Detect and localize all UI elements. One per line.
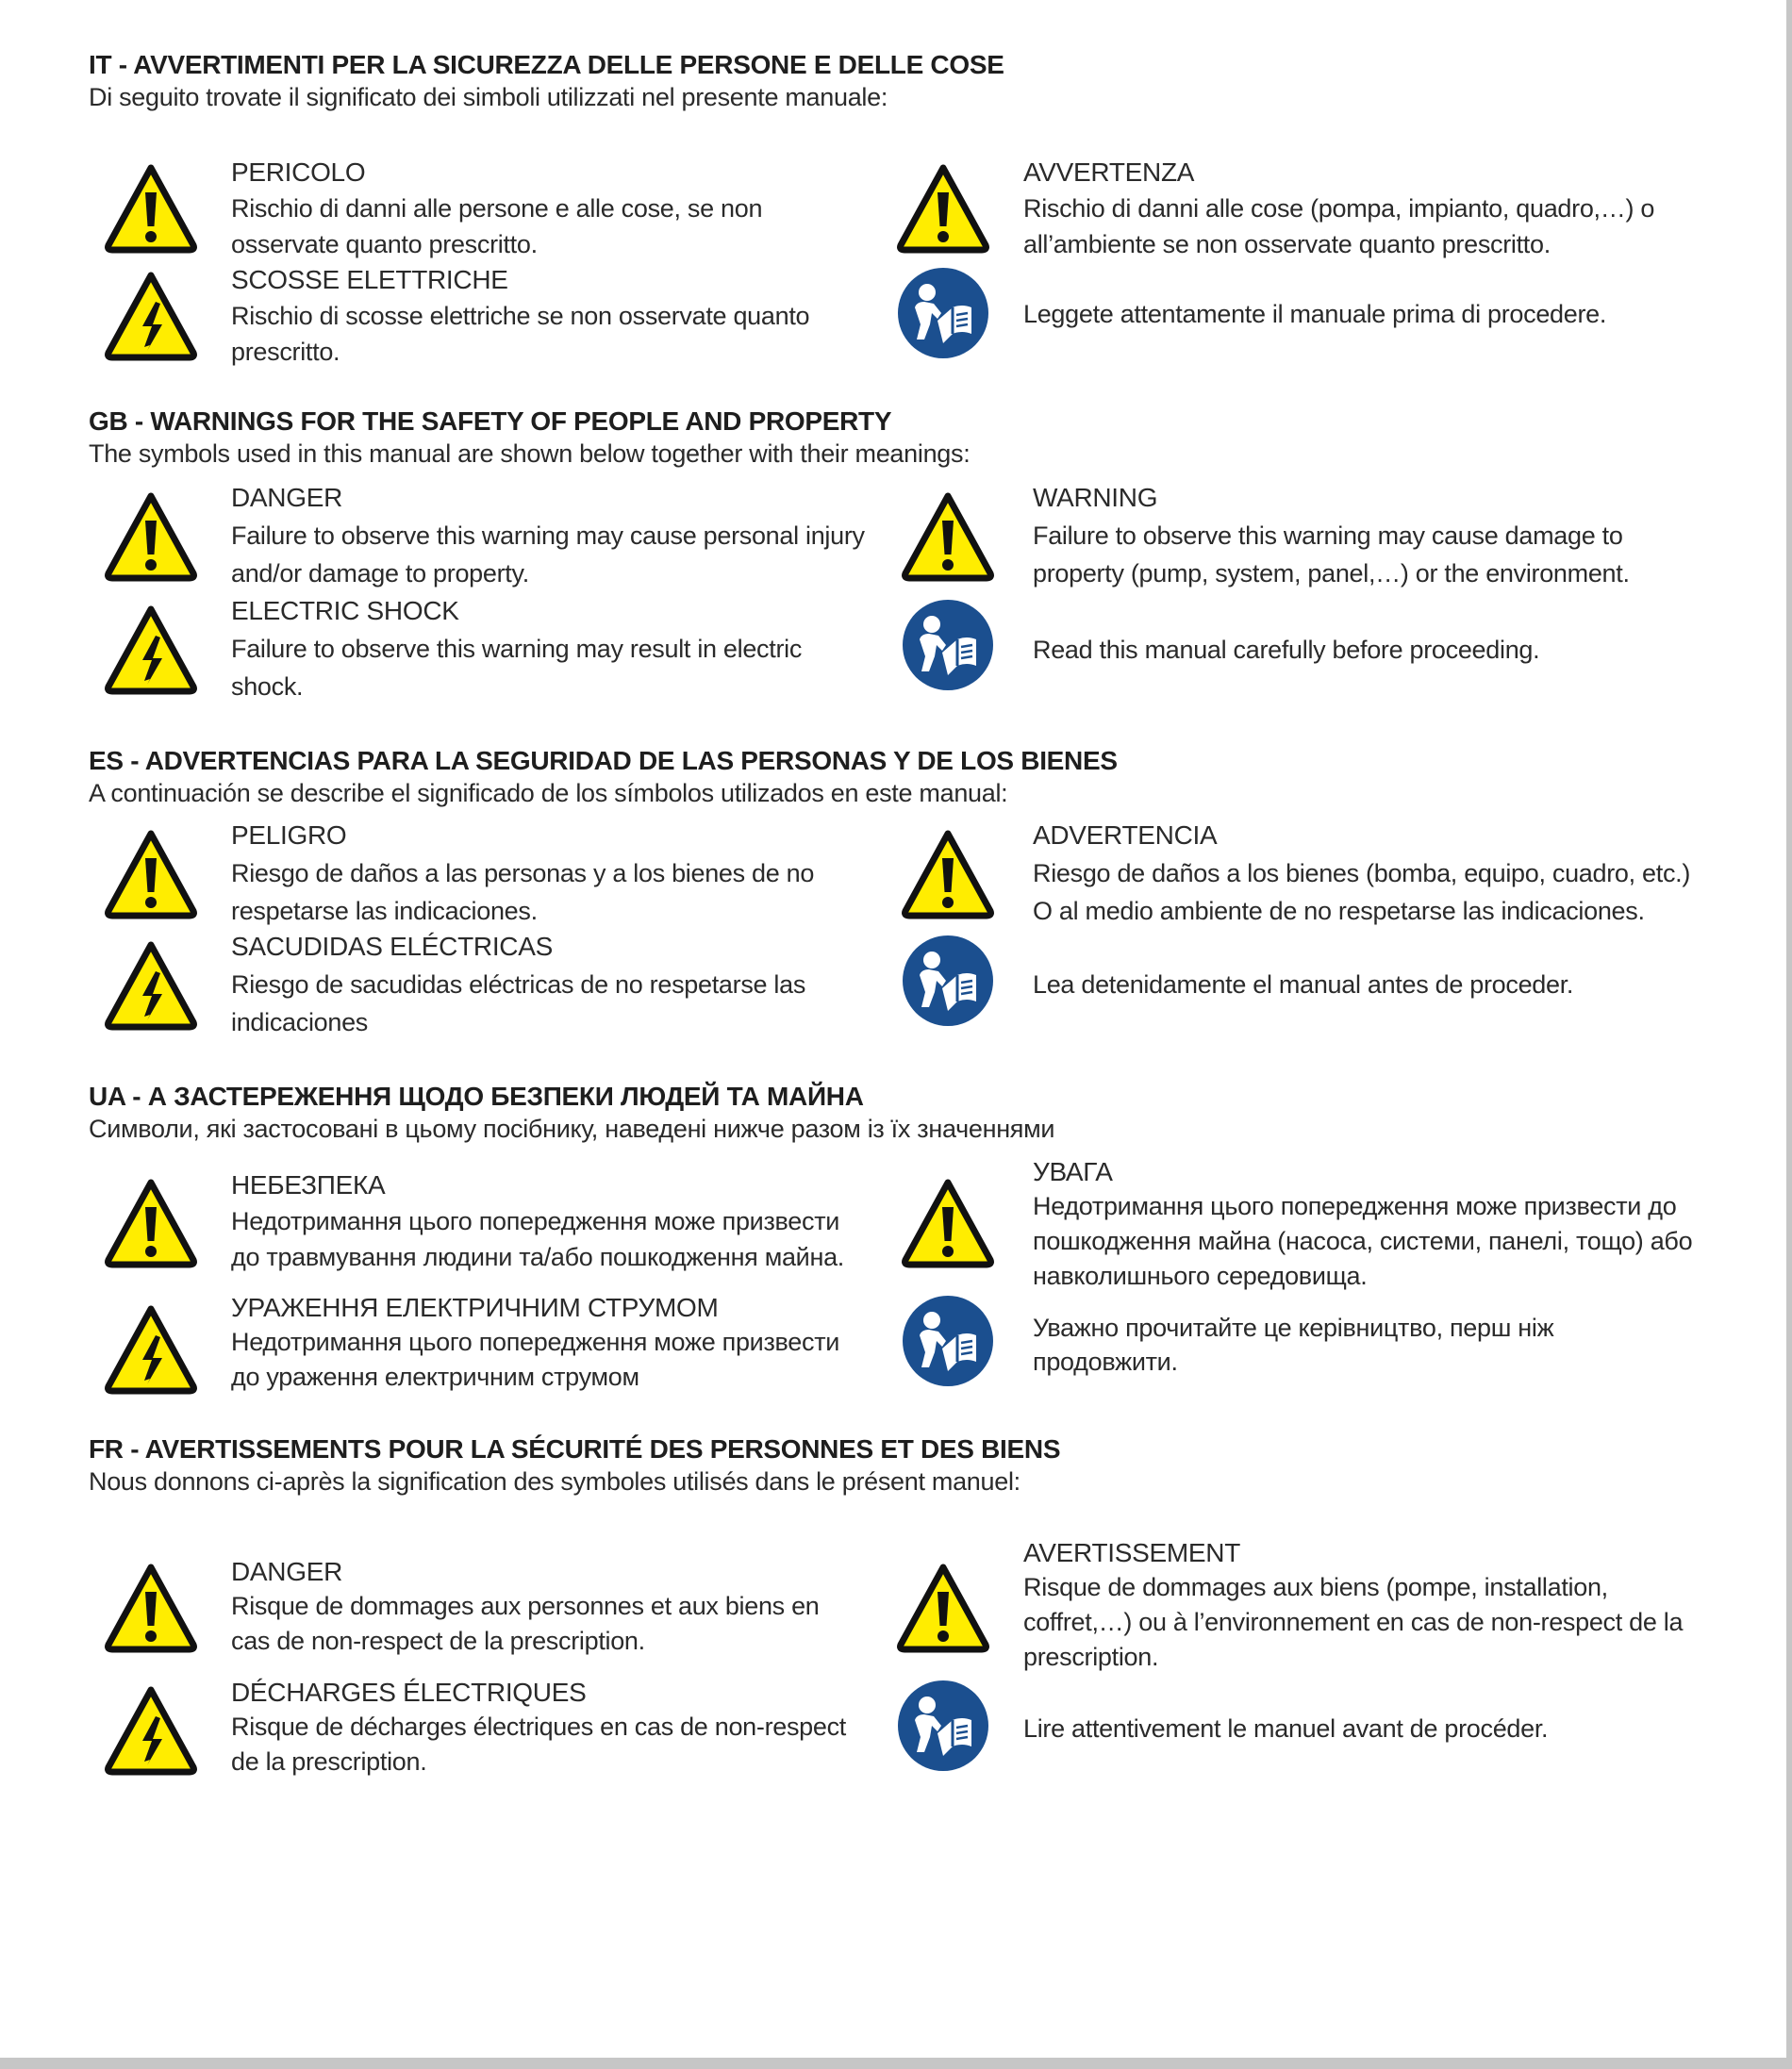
symbol-entry xyxy=(231,1675,863,1779)
read-manual-icon xyxy=(901,1294,995,1388)
symbol-label: DÉCHARGES ÉLECTRIQUES xyxy=(231,1678,587,1707)
section-intro: The symbols used in this manual are shown below together with their meanings: xyxy=(89,439,971,468)
symbol-entry xyxy=(1033,817,1693,930)
read-manual-icon xyxy=(901,934,995,1028)
warning-exclamation-icon xyxy=(104,828,198,922)
section-it xyxy=(89,49,1692,113)
symbol-label: DANGER xyxy=(231,483,342,512)
symbol-description: Risque de dommages aux biens (pompe, installation, coffret,…) ou à l’environnement en cas de non-respect de la prescription. xyxy=(1023,1573,1684,1671)
symbol-entry xyxy=(1023,1711,1684,1746)
symbol-entry xyxy=(231,1290,854,1395)
symbol-label: AVVERTENZA xyxy=(1023,157,1195,187)
symbol-entry xyxy=(1023,155,1684,262)
read-manual-icon xyxy=(896,266,990,360)
symbol-label: ADVERTENCIA xyxy=(1033,820,1218,850)
symbol-label: ELECTRIC SHOCK xyxy=(231,596,459,625)
symbol-description: Уважно прочитайте це керівництво, перш ніж продовжити. xyxy=(1033,1314,1554,1376)
symbol-description: Lire attentivement le manuel avant de procéder. xyxy=(1023,1714,1549,1743)
symbol-entry xyxy=(231,1554,854,1659)
symbol-description: Недотримання цього попередження може призвести до травмування людини та/або пошкодження майна. xyxy=(231,1207,844,1271)
symbol-entry xyxy=(231,592,835,705)
section-title: IT - AVVERTIMENTI PER LA SICUREZZA DELLE PERSONE E DELLE COSE xyxy=(89,50,1004,79)
symbol-entry xyxy=(1023,1535,1684,1675)
warning-exclamation-icon xyxy=(901,828,995,922)
electric-shock-icon xyxy=(104,1303,198,1398)
symbol-description: Failure to observe this warning may result in electric shock. xyxy=(231,635,803,701)
symbol-description: Riesgo de daños a las personas y a los bienes de no respetarse las indicaciones. xyxy=(231,859,815,925)
section-es xyxy=(89,745,1692,809)
section-intro: Di seguito trovate il significato dei simboli utilizzati nel presente manuale: xyxy=(89,83,888,111)
symbol-description: Lea detenidamente el manual antes de proceder. xyxy=(1033,970,1574,999)
symbol-description: Riesgo de daños a los bienes (bomba, equipo, cuadro, etc.) O al medio ambiente de no respetarse las indicaciones. xyxy=(1033,859,1691,925)
section-title: FR - AVERTISSEMENTS POUR LA SÉCURITÉ DES PERSONNES ET DES BIENS xyxy=(89,1434,1061,1464)
section-title: GB - WARNINGS FOR THE SAFETY OF PEOPLE AND PROPERTY xyxy=(89,406,892,436)
warning-exclamation-icon xyxy=(901,490,995,585)
read-manual-icon xyxy=(901,598,995,692)
electric-shock-icon xyxy=(104,939,198,1034)
symbol-description: Недотримання цього попередження може призвести до ураження електричним струмом xyxy=(231,1328,840,1391)
symbol-entry xyxy=(231,262,844,370)
symbol-label: SCOSSE ELETTRICHE xyxy=(231,265,508,294)
symbol-label: AVERTISSEMENT xyxy=(1023,1538,1240,1567)
section-intro: A continuación se describe el significado de los símbolos utilizados en este manual: xyxy=(89,779,1008,807)
symbol-description: Risque de dommages aux personnes et aux biens en cas de non-respect de la prescription. xyxy=(231,1592,820,1655)
symbol-description: Rischio di danni alle persone e alle cose, se non osservate quanto prescritto. xyxy=(231,194,763,258)
symbol-entry xyxy=(1033,967,1693,1002)
symbol-entry xyxy=(231,479,882,592)
symbol-entry xyxy=(1033,1311,1599,1379)
symbol-label: PELIGRO xyxy=(231,820,347,850)
electric-shock-icon xyxy=(104,1684,198,1779)
symbol-entry xyxy=(231,817,854,930)
symbol-entry xyxy=(1033,632,1693,668)
symbol-description: Failure to observe this warning may cause personal injury and/or damage to property. xyxy=(231,521,865,588)
symbol-label: SACUDIDAS ELÉCTRICAS xyxy=(231,932,553,961)
symbol-description: Riesgo de sacudidas eléctricas de no respetarse las indicaciones xyxy=(231,970,806,1036)
symbol-entry xyxy=(1023,296,1684,332)
section-intro: Nous donnons ci-après la signification des symboles utilisés dans le présent manuel: xyxy=(89,1467,1020,1496)
warning-exclamation-icon xyxy=(896,1562,990,1656)
electric-shock-icon xyxy=(104,604,198,698)
symbol-description: Risque de décharges électriques en cas de non-respect de la prescription. xyxy=(231,1713,847,1776)
warning-exclamation-icon xyxy=(901,1177,995,1271)
symbol-description: Недотримання цього попередження може призвести до пошкодження майна (насоса, системи, панелі, тощо) або навколишнього середовища. xyxy=(1033,1192,1693,1290)
warning-exclamation-icon xyxy=(104,1177,198,1271)
symbol-label: УРАЖЕННЯ ЕЛЕКТРИЧНИМ СТРУМОМ xyxy=(231,1293,719,1322)
warning-exclamation-icon xyxy=(104,1562,198,1656)
electric-shock-icon xyxy=(104,270,198,364)
symbol-label: PERICOLO xyxy=(231,157,366,187)
symbol-description: Leggete attentamente il manuale prima di procedere. xyxy=(1023,300,1607,328)
symbol-entry xyxy=(1033,1154,1693,1294)
symbol-description: Failure to observe this warning may cause damage to property (pump, system, panel,…) or the environment. xyxy=(1033,521,1630,588)
symbol-label: WARNING xyxy=(1033,483,1158,512)
section-intro: Символи, які застосовані в цьому посібнику, наведені нижче разом із їх значеннями xyxy=(89,1115,1055,1143)
read-manual-icon xyxy=(896,1679,990,1773)
symbol-entry xyxy=(231,1167,854,1275)
section-ua xyxy=(89,1081,1692,1145)
symbol-label: DANGER xyxy=(231,1557,342,1586)
warning-exclamation-icon xyxy=(104,162,198,257)
symbol-description: Rischio di danni alle cose (pompa, impianto, quadro,…) o all’ambiente se non osservate quanto prescritto. xyxy=(1023,194,1655,258)
section-gb xyxy=(89,406,1692,470)
section-title: UA - А ЗАСТЕРЕЖЕННЯ ЩОДО БЕЗПЕКИ ЛЮДЕЙ ТА МАЙНА xyxy=(89,1082,864,1111)
section-fr xyxy=(89,1433,1692,1498)
symbol-label: УВАГА xyxy=(1033,1157,1113,1186)
symbol-entry xyxy=(231,928,835,1041)
warning-exclamation-icon xyxy=(104,490,198,585)
section-title: ES - ADVERTENCIAS PARA LA SEGURIDAD DE LAS PERSONAS Y DE LOS BIENES xyxy=(89,746,1118,775)
symbol-description: Rischio di scosse elettriche se non osservate quanto prescritto. xyxy=(231,302,810,366)
symbol-description: Read this manual carefully before proceeding. xyxy=(1033,636,1540,664)
warning-exclamation-icon xyxy=(896,162,990,257)
symbol-label: НЕБЕЗПЕКА xyxy=(231,1170,386,1200)
symbol-entry xyxy=(1033,479,1693,592)
symbol-entry xyxy=(231,155,844,262)
